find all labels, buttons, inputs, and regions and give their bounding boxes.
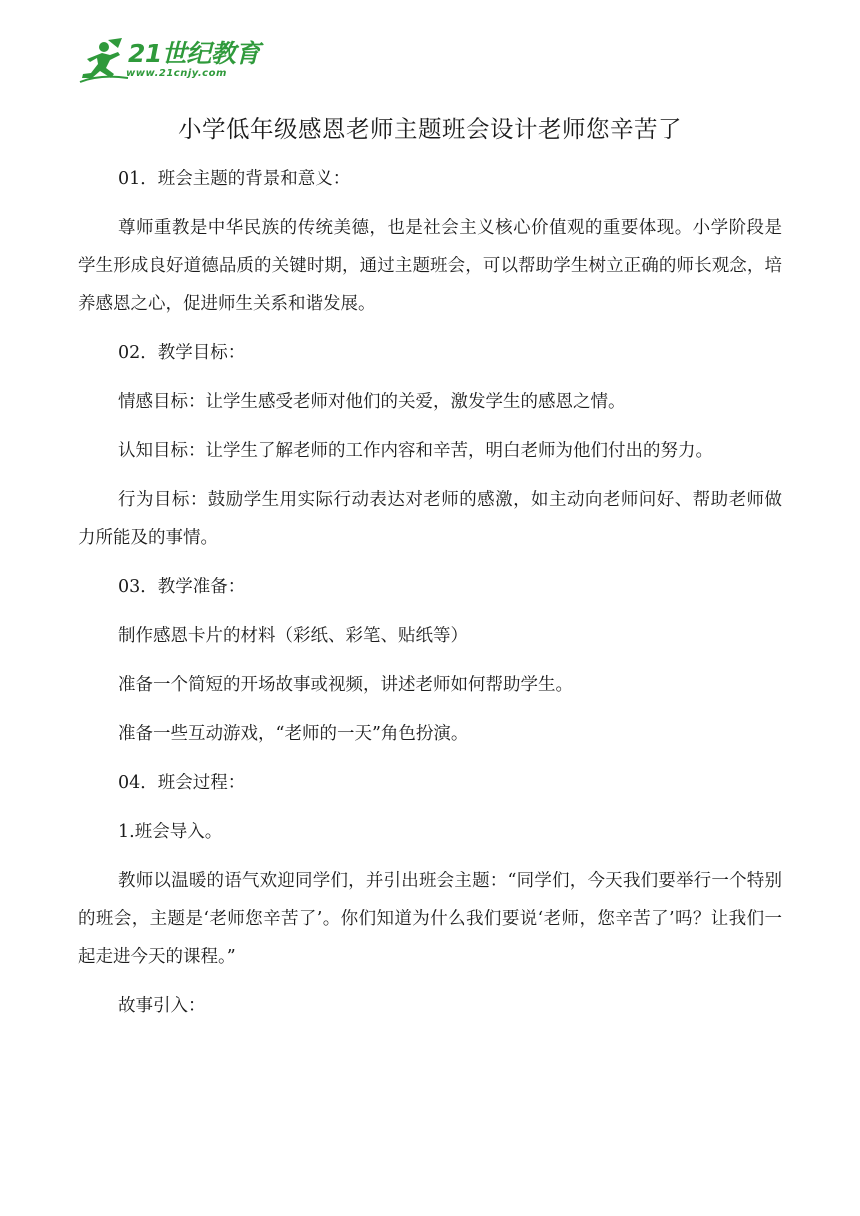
subheading-introduction: 1.班会导入。 [118,822,223,842]
site-logo [78,38,260,84]
section-heading-goals: 02．教学目标： [118,343,246,363]
paragraph-prep-materials: 制作感恩卡片的材料（彩纸、彩笔、贴纸等） [118,626,468,646]
paragraph-prep-games: 准备一些互动游戏，“老师的一天”角色扮演。 [118,724,469,744]
section-heading-background: 01．班会主题的背景和意义： [118,169,351,189]
paragraph-background-text: 尊师重教是中华民族的传统美德，也是社会主义核心价值观的重要体现。小学阶段是学生形成良好道德品质的关键时期，通过主题班会，可以帮助学生树立正确的师长观念，培养感恩之心，促进师生关系和谐发展。 [78,218,782,314]
paragraph-behavioral-goal: 行为目标：鼓励学生用实际行动表达对老师的感激，如主动向老师问好、帮助老师做力所能及的事情。 [78,490,782,548]
logo-main-text: 21世纪教育 [128,39,260,68]
paragraph-prep-story: 准备一个简短的开场故事或视频，讲述老师如何帮助学生。 [118,675,573,695]
paragraph-emotional-goal: 情感目标：让学生感受老师对他们的关爱，激发学生的感恩之情。 [118,392,626,412]
logo-sub-text: www.21cnjy.com [126,68,227,79]
document-title: 小学低年级感恩老师主题班会设计老师您辛苦了 [178,115,682,143]
running-figure-icon [78,38,130,84]
paragraph-story-intro: 故事引入： [118,996,206,1016]
section-heading-process: 04．班会过程： [118,773,246,793]
document-body [78,160,782,1036]
paragraph-teacher-welcome: 教师以温暖的语气欢迎同学们，并引出班会主题：“同学们，今天我们要举行一个特别的班会，主题是‘老师您辛苦了’。你们知道为什么我们要说‘老师，您辛苦了’吗？让我们一起走进今天的课程。” [78,871,782,967]
paragraph-cognitive-goal: 认知目标：让学生了解老师的工作内容和辛苦，明白老师为他们付出的努力。 [118,441,713,461]
section-heading-preparation: 03．教学准备： [118,577,246,597]
